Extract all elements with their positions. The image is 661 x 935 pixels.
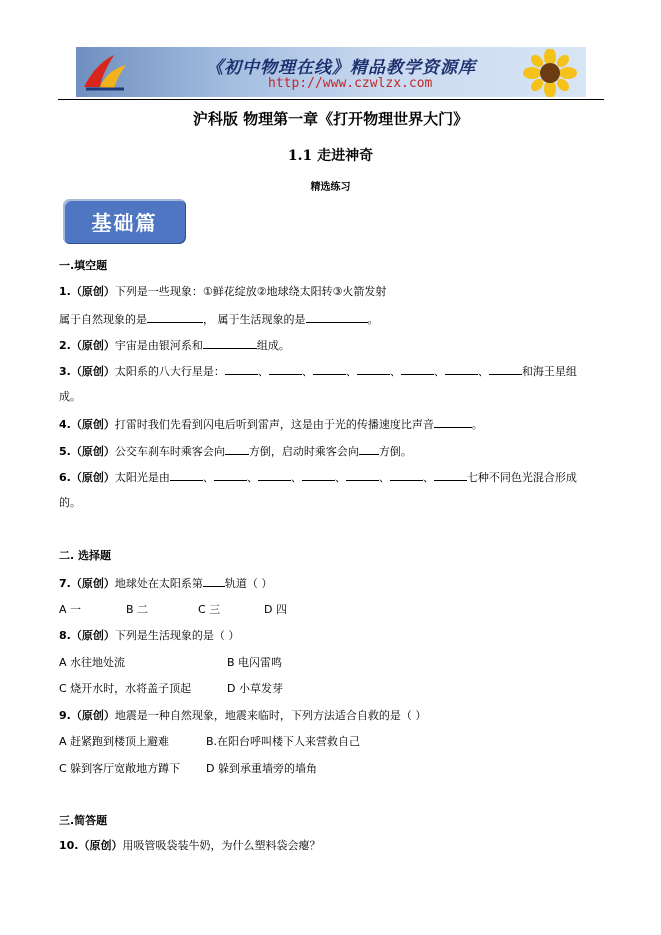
question-text: 用吸管吸袋装牛奶，为什么塑料袋会瘪？ (122, 839, 321, 852)
question-2 (59, 337, 290, 353)
separator: 、 (257, 365, 269, 378)
question-10 (59, 838, 321, 853)
question-text: 下列是一些现象：①鲜花绽放②地球绕太阳转③火箭发射 (114, 285, 387, 298)
separator: 、 (290, 471, 302, 484)
separator: 、 (345, 365, 357, 378)
level-badge (63, 199, 186, 244)
section-subtitle: 精选练习 (310, 182, 351, 193)
question-number: 10.（原创） (59, 839, 123, 852)
question-text: 组成。 (256, 339, 290, 352)
separator: 、 (334, 471, 346, 484)
question-text: 下列是生活现象的是（ ） (114, 629, 240, 642)
question-9-option-b[interactable]: B.在阳台呼叫楼下人来营救自己 (206, 735, 361, 748)
separator: 、 (202, 471, 214, 484)
answer-blank (313, 363, 346, 375)
question-text: 公交车刹车时乘客会向 (114, 445, 225, 458)
answer-blank (359, 443, 379, 455)
question-number: 7.（原创） (59, 577, 115, 590)
logo-icon (80, 51, 130, 93)
header-banner (76, 47, 586, 97)
question-3-continued: 成。 (59, 390, 81, 403)
question-text: 七种不同色光混合形成 (466, 471, 577, 484)
answer-blank (357, 363, 390, 375)
answer-blank (258, 469, 291, 481)
section-heading-short-answer: 三.简答题 (59, 814, 108, 827)
question-8-option-a[interactable]: A 水往地处流 (59, 656, 126, 669)
separator: 、 (422, 471, 434, 484)
question-text: 太阳系的八大行星是： (114, 365, 225, 378)
section-heading-choice: 二. 选择题 (59, 549, 112, 562)
question-3 (59, 363, 577, 379)
answer-blank (434, 416, 472, 428)
answer-prompt: 属于自然现象的是 (59, 313, 147, 326)
question-6-continued: 的。 (59, 496, 81, 509)
separator: 、 (389, 365, 401, 378)
answer-blank (225, 443, 249, 455)
answer-blank (170, 469, 203, 481)
punctuation: 。 (471, 418, 483, 431)
question-text: 轨道（ ） (224, 577, 273, 590)
answer-blank (489, 363, 522, 375)
question-9 (59, 708, 426, 723)
question-7 (59, 575, 272, 591)
question-number: 2.（原创） (59, 339, 115, 352)
question-8-option-d[interactable]: D 小草发芽 (227, 682, 283, 695)
question-number: 3.（原创） (59, 365, 115, 378)
question-text: 地球处在太阳系第 (114, 577, 203, 590)
answer-blank (306, 311, 368, 323)
question-8-option-b[interactable]: B 电闪雷鸣 (227, 656, 283, 669)
answer-blank (346, 469, 379, 481)
question-6 (59, 469, 577, 485)
question-number: 5.（原创） (59, 445, 115, 458)
question-text: 和海王星组 (521, 365, 577, 378)
header-rule (58, 99, 604, 100)
answer-blank (434, 469, 467, 481)
answer-blank (225, 363, 258, 375)
question-5 (59, 443, 412, 459)
question-text: 地震是一种自然现象，地震来临时，下列方法适合自救的是（ ） (114, 709, 427, 722)
answer-blank (203, 337, 257, 349)
question-text: 宇宙是由银河系和 (114, 339, 203, 352)
question-number: 4.（原创） (59, 418, 115, 431)
question-8 (59, 628, 239, 643)
banner-url[interactable]: http://www.czwlzx.com (268, 76, 433, 91)
question-7-option-b[interactable]: B 二 (126, 603, 149, 616)
punctuation: 。 (367, 313, 379, 326)
question-1-answer-line (59, 311, 379, 327)
question-7-option-d[interactable]: D 四 (264, 603, 287, 616)
question-text: 方倒，启动时乘客会向 (248, 445, 359, 458)
question-8-option-c[interactable]: C 烧开水时，水将盖子顶起 (59, 682, 192, 695)
question-text: 太阳光是由 (114, 471, 170, 484)
question-number: 9.（原创） (59, 709, 115, 722)
separator: 、 (477, 365, 489, 378)
question-9-option-c[interactable]: C 躲到客厅宽敞地方蹲下 (59, 762, 181, 775)
sunflower-icon (520, 49, 580, 97)
answer-blank (302, 469, 335, 481)
separator: 、 (378, 471, 390, 484)
question-1 (59, 284, 386, 299)
question-text: 打雷时我们先看到闪电后听到雷声，这是由于光的传播速度比声音 (114, 418, 434, 431)
question-number: 6.（原创） (59, 471, 115, 484)
separator: 、 (433, 365, 445, 378)
question-7-option-a[interactable]: A 一 (59, 603, 82, 616)
answer-blank (445, 363, 478, 375)
section-heading-fill: 一.填空题 (59, 259, 108, 272)
doc-title: 沪科版 物理第一章《打开物理世界大门》 (192, 110, 469, 128)
question-9-option-d[interactable]: D 躲到承重墙旁的墙角 (206, 762, 317, 775)
banner-title: 《初中物理在线》精品教学资源库 (206, 58, 476, 78)
separator: 、 (246, 471, 258, 484)
level-badge-label: 基础篇 (91, 211, 158, 235)
separator: 、 (301, 365, 313, 378)
question-number: 1.（原创） (59, 285, 115, 298)
answer-prompt: ， 属于生活现象的是 (203, 313, 306, 326)
question-9-option-a[interactable]: A 赶紧跑到楼顶上避难 (59, 735, 170, 748)
question-7-option-c[interactable]: C 三 (198, 603, 221, 616)
answer-blank (214, 469, 247, 481)
answer-blank (390, 469, 423, 481)
answer-blank (401, 363, 434, 375)
answer-blank (147, 311, 203, 323)
question-text: 方倒。 (378, 445, 412, 458)
section-title: 1.1 走进神奇 (287, 148, 374, 164)
answer-blank (269, 363, 302, 375)
answer-blank (203, 575, 225, 587)
question-number: 8.（原创） (59, 629, 115, 642)
question-4 (59, 416, 483, 432)
